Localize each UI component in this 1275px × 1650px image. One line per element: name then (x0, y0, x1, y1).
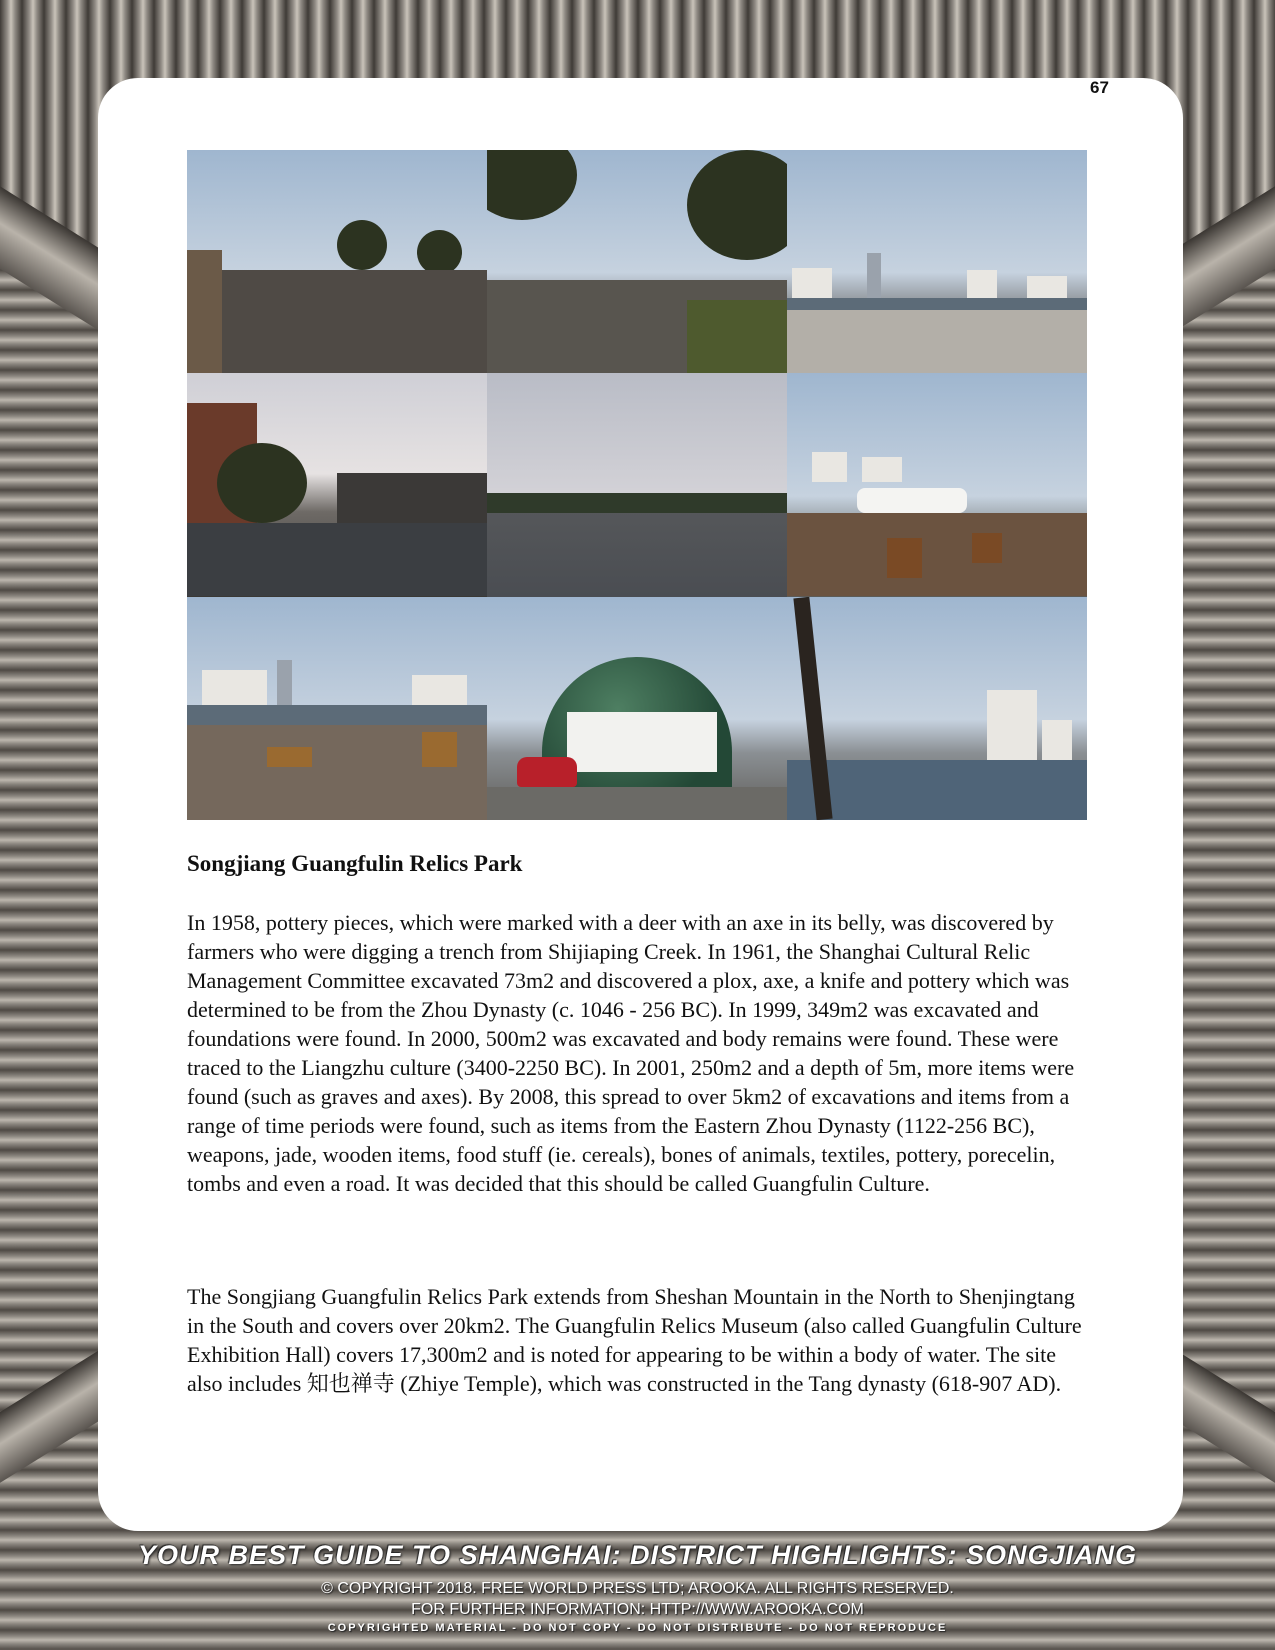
footer-info-link[interactable]: FOR FURTHER INFORMATION: HTTP://WWW.AROOKA.COM (411, 1601, 864, 1618)
footer-title: YOUR BEST GUIDE TO SHANGHAI: DISTRICT HIGHLIGHTS: SONGJIANG (137, 1540, 1138, 1570)
article-paragraph-2: The Songjiang Guangfulin Relics Park extends from Sheshan Mountain in the North to Shenjingtang in the South and covers over 20km2. The Guangfulin Relics Museum (also called Guangfulin Culture Exhibition Hall) covers 17,300m2 and is noted for appearing to be within a body of water. The site also includes 知也禅寺 (Zhiye Temple), which was constructed in the Tang dynasty (618-907 AD). (187, 1284, 1082, 1396)
photo-grid (187, 150, 1087, 820)
article-title: Songjiang Guangfulin Relics Park (187, 851, 523, 876)
page-number: 67 (1090, 78, 1109, 97)
photo-park-path (487, 150, 787, 373)
photo-lakeside-skyline (787, 150, 1087, 373)
photo-calm-lake (487, 373, 787, 597)
photo-dome-museum (487, 597, 787, 820)
photo-promenade (187, 597, 487, 820)
photo-ferry-dock (787, 373, 1087, 597)
footer-notice: COPYRIGHTED MATERIAL - DO NOT COPY - DO NOT DISTRIBUTE - DO NOT REPRODUCE (327, 1622, 948, 1634)
photo-boardwalk (187, 150, 487, 373)
footer-copyright: © COPYRIGHT 2018. FREE WORLD PRESS LTD; AROOKA. ALL RIGHTS RESERVED. (321, 1580, 954, 1597)
photo-river-lamp (787, 597, 1087, 820)
article-paragraph-1: In 1958, pottery pieces, which were marked with a deer with an axe in its belly, was discovered by farmers who were digging a trench from Shijiaping Creek. In 1961, the Shanghai Cultural Relic Management Committee excavated 73m2 and discovered a plox, axe, a knife and pottery which was determined to be from the Zhou Dynasty (c. 1046 - 256 BC). In 1999, 349m2 was excavated and foundations were found. In 2000, 500m2 was excavated and body remains were found. These were traced to the Liangzhu culture (3400-2250 BC). In 2001, 250m2 and a depth of 5m, more items were found (such as graves and axes). By 2008, this spread to over 5km2 of excavations and items from a range of time periods were found, such as items from the Eastern Zhou Dynasty (1122-256 BC), weapons, jade, wooden items, food stuff (ie. cereals), bones of animals, textiles, pottery, porecelin, tombs and even a road. It was decided that this should be called Guangfulin Culture. (187, 910, 1075, 1196)
photo-dusk-buildings (187, 373, 487, 597)
